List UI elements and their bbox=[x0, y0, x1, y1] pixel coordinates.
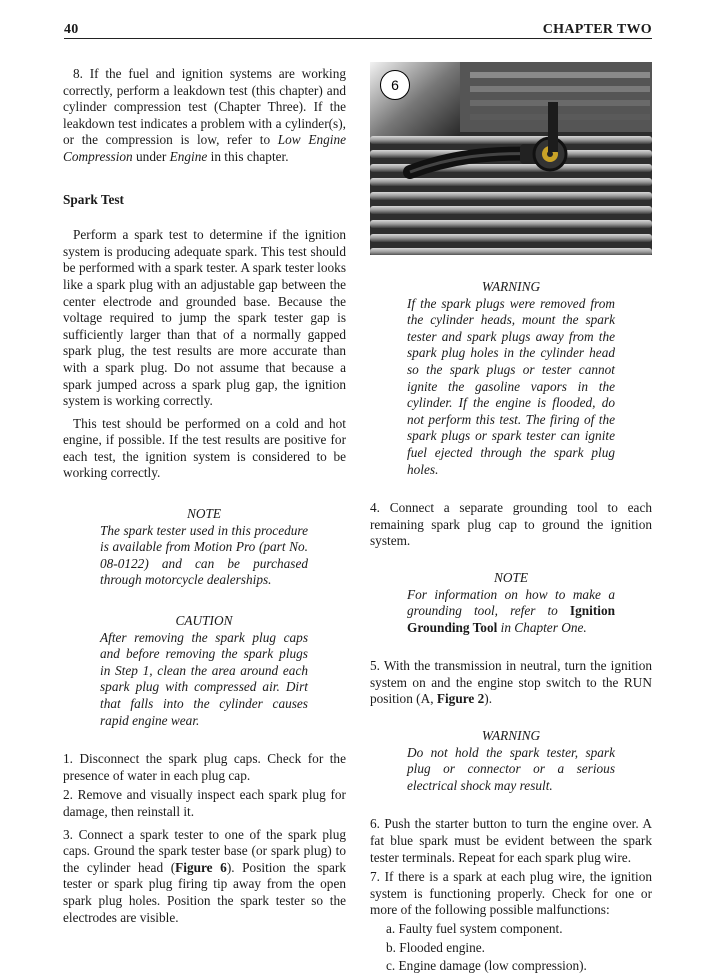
page-number: 40 bbox=[64, 22, 79, 37]
malfunction-list bbox=[386, 921, 652, 975]
step-5: 5. With the transmission in neutral, turn the ignition system on and the engine stop switch to the RUN position (A, Figure 2). bbox=[370, 658, 652, 707]
note-title-right: NOTE bbox=[494, 569, 528, 585]
note-block bbox=[100, 506, 308, 589]
step-1: 1. Disconnect the spark plug caps. Check for the presence of water in each plug cap. bbox=[63, 751, 346, 783]
warning-block-2 bbox=[407, 728, 615, 794]
warning-text-2: Do not hold the spark tester, spark plug or connector or a serious electrical shock may result. bbox=[407, 744, 615, 793]
spark-test-intro: Perform a spark test to determine if the ignition system is producing adequate spark. This test should be performed with a spark tester. A spark tester looks like a spark plug with an adjustable gap between the center electrode and grounded base. Because the voltage required to jump the spark tester gap is sufficiently larger than that of a normally gapped spark plug, the test results are more accurate than with a spark plug. Do not assume that because a spark jumped across a spark plug gap, the ignition system is working correctly. bbox=[63, 227, 346, 409]
note-text: The spark tester used in this procedure is available from Motion Pro (part No. 08-0122) and can be purchased through motorcycle dealerships. bbox=[100, 522, 308, 588]
note-block-right bbox=[407, 570, 615, 636]
step-8-paragraph: 8. If the fuel and ignition systems are working correctly, perform a leakdown test (this chapter) and cylinder compression test (Chapter Three). If the leakdown test indicates a problem with a cylinder(s), or the compression is low, refer to Low Engine Compression under Engine in this chapter. bbox=[63, 66, 346, 164]
right-column bbox=[370, 62, 652, 975]
figure-6-photo bbox=[370, 62, 652, 255]
warning-block-1 bbox=[407, 279, 615, 478]
caution-title: CAUTION bbox=[175, 613, 233, 629]
warning-title-1: WARNING bbox=[481, 279, 541, 294]
chapter-title: CHAPTER TWO bbox=[542, 22, 652, 37]
step-3: 3. Connect a spark tester to one of the spark plug caps. Ground the spark tester base (or spark plug) to the cylinder head (Figure 6). Position the spark tester or spark plug firing tip away from the open spark plug holes. Position the spark tester so the electrodes are visible. bbox=[63, 826, 346, 925]
figure-number-badge: 6 bbox=[380, 70, 410, 100]
list-item: b. Flooded engine. bbox=[386, 939, 485, 955]
spark-test-conditions: This test should be performed on a cold and hot engine, if possible. If the test results are positive for each test, the ignition system is considered to be working correctly. bbox=[63, 415, 346, 481]
list-item: c. Engine damage (low compression). bbox=[386, 958, 587, 974]
left-column bbox=[63, 66, 346, 926]
note-text-right: For information on how to make a grounding tool, refer to Ignition Grounding Tool in Chapter One. bbox=[407, 586, 615, 635]
step-7: 7. If there is a spark at each plug wire, the ignition system is functioning properly. Check for one or more of the following possible malfunctions: bbox=[370, 869, 652, 918]
page-header bbox=[64, 20, 652, 39]
list-item: a. Faulty fuel system component. bbox=[386, 921, 563, 936]
section-heading: Spark Test bbox=[63, 191, 124, 207]
engine-photo-illustration bbox=[370, 62, 652, 255]
step-6: 6. Push the starter button to turn the engine over. A fat blue spark must be evident between the spark tester terminals. Repeat for each spark plug wire. bbox=[370, 816, 652, 865]
caution-block bbox=[100, 613, 308, 729]
warning-title-2: WARNING bbox=[481, 728, 541, 744]
step-4: 4. Connect a separate grounding tool to each remaining spark plug cap to ground the ignition system. bbox=[370, 500, 652, 549]
step-2: 2. Remove and visually inspect each spark plug for damage, then reinstall it. bbox=[63, 787, 346, 819]
note-title: NOTE bbox=[187, 506, 221, 522]
caution-text: After removing the spark plug caps and before removing the spark plugs in Step 1, clean the area around each spark plug with compressed air. Dirt that falls into the cylinder causes rapid engine wear. bbox=[100, 629, 308, 728]
warning-text-1: If the spark plugs were removed from the cylinder heads, mount the spark tester and spark plugs away from the spark plug holes in the cylinder head so the spark plugs or tester cannot ignite the gasoline vapors in the cylinder. If the engine is flooded, do not perform this test. The firing of the spark plugs or spark tester can ignite fuel ejected through the spark plug holes. bbox=[407, 295, 615, 477]
